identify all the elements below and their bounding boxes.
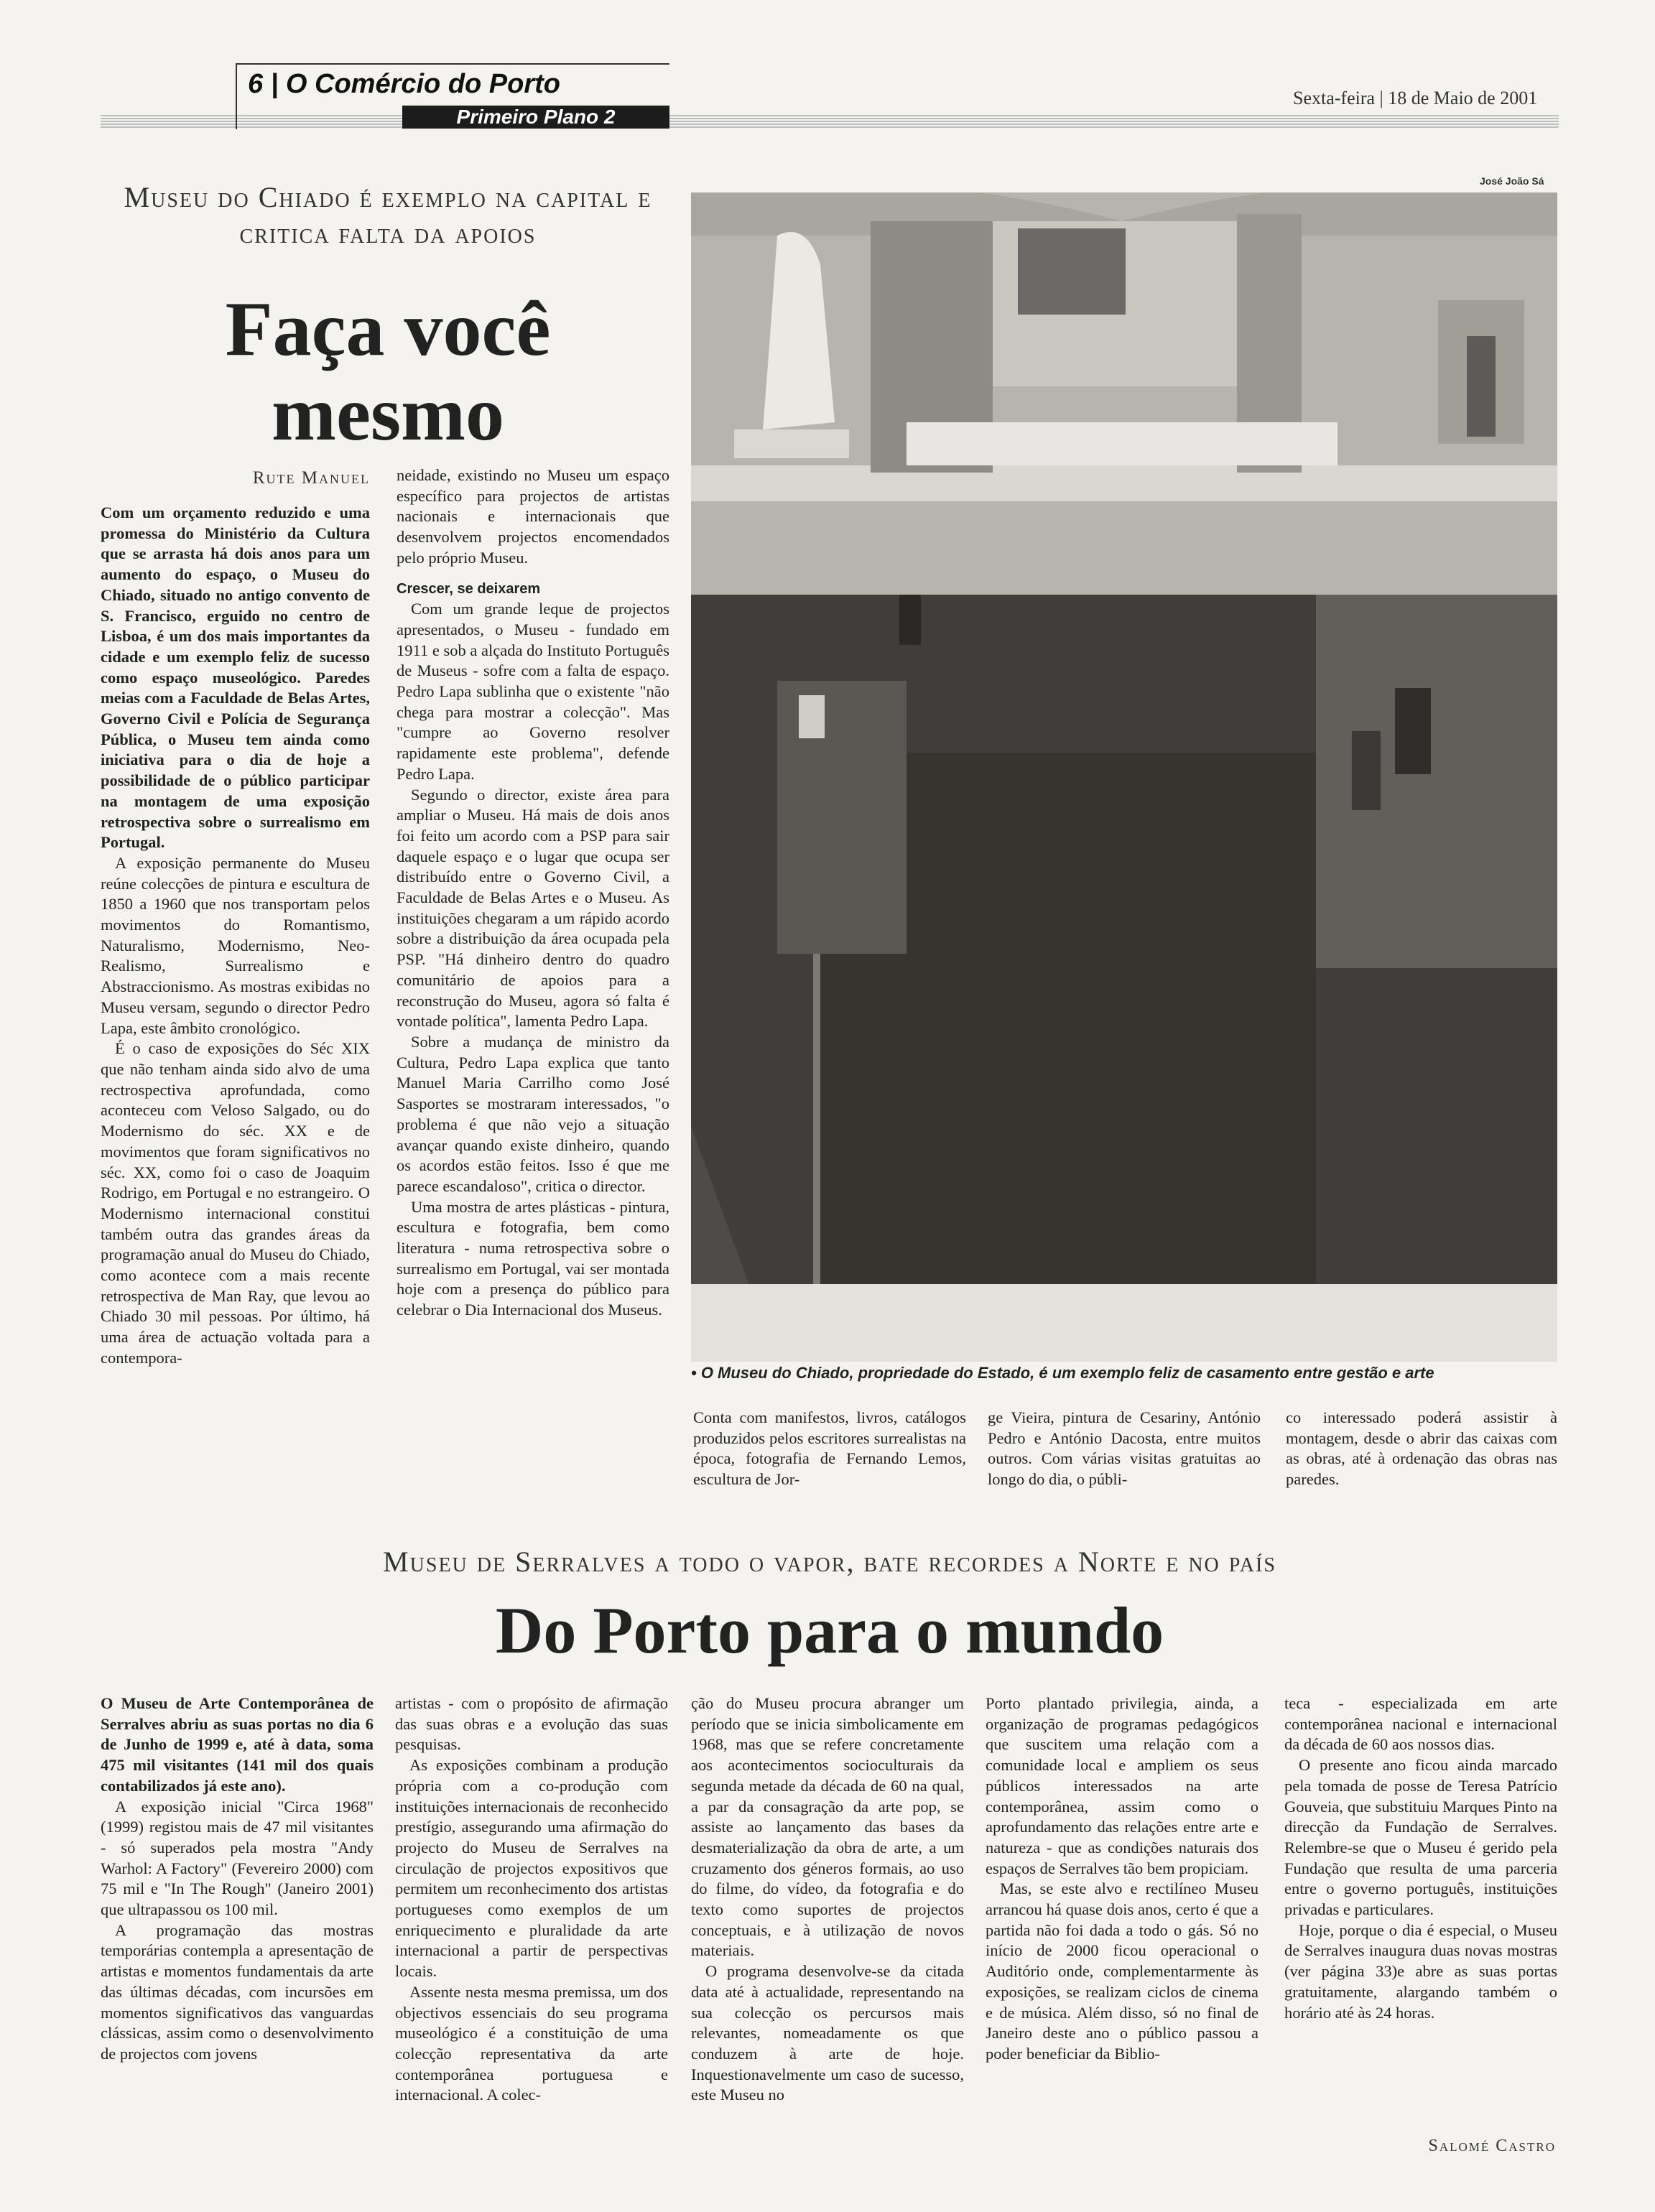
article1-headline: Faça você mesmo bbox=[225, 287, 551, 457]
article2-paragraph: O presente ano ficou ainda marcado pela tomada de posse de Teresa Patrício Gouveia, que substituiu Marques Pinto na direcção da Fundação de Serralves. Relembre-se que o Museu é gerido pela Fundação que resulta de uma parceria entre o governo português, instituições privadas e particulares. bbox=[1284, 1756, 1557, 1919]
article2-paragraph: Mas, se este alvo e rectilíneo Museu arrancou há quase dois anos, certo é que a partida não foi dada a todo o gás. Só no início de 2000 ficou operacional o Auditório onde, complementarmente às exposições, se realizam ciclos de cinema e de música. Além disso, só no final de Janeiro deste ano o público passou a poder beneficiar da Biblio- bbox=[986, 1879, 1258, 2063]
article1-column-1 bbox=[101, 503, 370, 1369]
article2-headline: Do Porto para o mundo bbox=[495, 1594, 1164, 1667]
article2-column-3 bbox=[691, 1693, 964, 2106]
article1-subhead: Crescer, se deixarem bbox=[397, 580, 541, 597]
issue-date: Sexta-feira | 18 de Maio de 2001 bbox=[1293, 88, 1538, 108]
article2-paragraph: ção do Museu procura abranger um período que se inicia simbolicamente em 1968, mas que se refere concretamente aos acontecimentos socioculturais da segunda metade da década de 60 na qual, a par da consagração da arte pop, se assiste ao lançamento das bases da desmaterialização da obra de arte, a um cruzamento dos géneros formais, ao uso do filme, do vídeo, da fotografia e do texto como suportes de projectos conceptuais, e à utilização de novos materiais. bbox=[691, 1694, 964, 1960]
museum-interior-illustration bbox=[691, 192, 1557, 1362]
article1-byline: Rute Manuel bbox=[252, 468, 370, 488]
article1-column-3 bbox=[693, 1408, 966, 1490]
article2-paragraph: Porto plantado privilegia, ainda, a organização de programas pedagógicos que suscitem uma relação com a comunidade local e ampliem os seus públicos interessados na arte contemporânea, assim como o aprofundamento das relações entre arte e natureza - que as condições naturais dos espaços de Serralves tão bem propiciam. bbox=[986, 1694, 1258, 1877]
page-title: 6 | O Comércio do Porto bbox=[248, 69, 561, 99]
article2-paragraph: artistas - com o propósito de afirmação das suas obras e a evolução das suas pesquisas. bbox=[395, 1694, 668, 1754]
article1-paragraph: Uma mostra de artes plásticas - pintura, escultura e fotografia, bem como literatura - numa retrospectiva sobre o surrealismo em Portugal, vai ser montada hoje com a presença do público para celebrar o Dia Internacional dos Museus. bbox=[397, 1197, 669, 1319]
article1-paragraph: É o caso de exposições do Séc XIX que não tenham ainda sido alvo de uma rectrospectiva aprofundada, como aconteceu com Veloso Salgado, ou do Modernismo do séc. XX e de movimentos que foram significativos no séc. XX, como foi o caso de Joaquim Rodrigo, em Portugal e no estrangeiro. O Modernismo internacional constitui também outra das grandes áreas da programação anual do Museu do Chiado, como acontece com a mais recente retrospectiva de Man Ray, que levou ao Chiado 30 mil pessoas. Por último, há uma área de actuação voltada para a contempora- bbox=[101, 1039, 370, 1367]
article2-column-5 bbox=[1284, 1693, 1557, 2023]
article2-lead: O Museu de Arte Contemporânea de Serralves abriu as suas portas no dia 6 de Junho de 1999 e, até à data, soma 475 mil visitantes (141 mil dos quais contabilizados já este ano). bbox=[101, 1694, 374, 1795]
article2-signature: Salomé Castro bbox=[1428, 2137, 1556, 2155]
article2-paragraph: A exposição inicial "Circa 1968" (1999) registou mais de 47 mil visitantes - só superados pela mostra "Andy Warhol: A Factory" (Fevereiro 2000) com 75 mil e "In The Rough" (Janeiro 2001) que ultrapassou os 100 mil. bbox=[101, 1797, 374, 1919]
article2-paragraph: O programa desenvolve-se da citada data até à actualidade, representando na sua colecção os percursos mais relevantes, nomeadamente os que conduzem à arte de hoje. Inquestionavelmente um caso de sucesso, este Museu no bbox=[691, 1962, 964, 2104]
article2-paragraph: As exposições combinam a produção própria com a co-produção com instituições internacionais de reconhecido prestígio, assegurando uma afirmação do projecto do Museu de Serralves na circulação de projectos expositivos que permitem um reconhecimento dos artistas portugueses como exemplos de um enriquecimento e pluralidade da arte internacional a partir de perspectivas locais. bbox=[395, 1756, 668, 1981]
article1-column-2 bbox=[397, 465, 669, 1321]
article1-paragraph: A exposição permanente do Museu reúne colecções de pintura e escultura de 1850 a 1960 que nos transportam pelos movimentos do Romantismo, Naturalismo, Modernismo, Neo-Realismo, Surrealismo e Abstraccionismo. As mostras exibidas no Museu versam, segundo o director Pedro Lapa, este âmbito cronológico. bbox=[101, 853, 370, 1037]
article1-paragraph: Segundo o director, existe área para ampliar o Museu. Há mais de dois anos foi feito um acordo com a PSP para sair daquele espaço e o lugar que ocupa ser distribuído entre o Governo Civil, a Faculdade de Belas Artes e o Museu. As instituições chegaram a um rápido acordo sobre a distribuição da área ocupada pela PSP. "Há dinheiro dentro do quadro comunitário de apoios para a reconstrução do Museu, agora só falta é vontade política", lamenta Pedro Lapa. bbox=[397, 785, 669, 1031]
article1-paragraph: Conta com manifestos, livros, catálogos produzidos pelos escritores surrealistas na época, fotografia de Fernando Lemos, escultura de Jor- bbox=[693, 1408, 966, 1489]
article2-column-4 bbox=[986, 1693, 1258, 2065]
photo-credit: José João Sá bbox=[1480, 175, 1544, 187]
museum-photo bbox=[691, 192, 1557, 1362]
article2-column-1 bbox=[101, 1693, 374, 2065]
article1-column-5 bbox=[1286, 1408, 1557, 1490]
article2-column-2 bbox=[395, 1693, 668, 2106]
article1-paragraph: Com um grande leque de projectos apresentados, o Museu - fundado em 1911 e sob a alçada do Instituto Português de Museus - sofre com a falta de espaço. Pedro Lapa sublinha que o existente "não chega para mostrar a colecção". Mas "cumpre ao Governo resolver rapidamente este problema", defende Pedro Lapa. bbox=[397, 600, 669, 783]
article1-paragraph: Sobre a mudança de ministro da Cultura, Pedro Lapa explica que tanto Manuel Maria Carrilho como José Sasportes se mostraram interessados, "o problema é que não vejo a situação avançar quando existe dinheiro, quando os acordos estão feitos. Isso é que me parece escandaloso", critica o director. bbox=[397, 1032, 669, 1195]
article1-paragraph: co interessado poderá assistir à montagem, desde o abrir das caixas com as obras, até à ordenação das obras nas paredes. bbox=[1286, 1408, 1557, 1489]
section-label: Primeiro Plano 2 bbox=[402, 106, 669, 129]
article2-paragraph: A programação das mostras temporárias contempla a apresentação de artistas e momentos fundamentais da arte das últimas décadas, com incursões em momentos significativos das vanguardas clássicas, assim como o desenvolvimento de projectos com jovens bbox=[101, 1920, 374, 2063]
article2-paragraph: Hoje, porque o dia é especial, o Museu de Serralves inaugura duas novas mostras (ver página 33)e abre as suas portas gratuitamente, alargando também o horário até às 24 horas. bbox=[1284, 1920, 1557, 2022]
article1-column-4 bbox=[988, 1408, 1261, 1490]
article1-paragraph: ge Vieira, pintura de Cesariny, António Pedro e António Dacosta, entre muitos outros. Com várias visitas gratuitas ao longo do dia, o públi- bbox=[988, 1408, 1261, 1489]
article2-paragraph: teca - especializada em arte contemporânea nacional e internacional da década de 60 aos nossos dias. bbox=[1284, 1694, 1557, 1754]
photo-caption: • O Museu do Chiado, propriedade do Estado, é um exemplo feliz de casamento entre gestão e arte bbox=[691, 1364, 1434, 1382]
article1-kicker: Museu do Chiado é exemplo na capital e critica falta da apoios bbox=[124, 181, 652, 249]
article1-lead: Com um orçamento reduzido e uma promessa do Ministério da Cultura que se arrasta há dois anos para um aumento do espaço, o Museu do Chiado, situado no antigo convento de S. Francisco, erguido no centro de Lisboa, é um dos mais importantes da cidade e um exemplo feliz de sucesso como espaço museológico. Paredes meias com a Faculdade de Belas Artes, Governo Civil e Polícia de Segurança Pública, o Museu tem ainda como iniciativa para o dia de hoje a possibilidade de o público participar na montagem de uma exposição retrospectiva sobre o surrealismo em Portugal. bbox=[101, 503, 370, 852]
article2-kicker: Museu de Serralves a todo o vapor, bate recordes a Norte e no país bbox=[383, 1546, 1276, 1578]
article1-paragraph: neidade, existindo no Museu um espaço específico para projectos de artistas nacionais e internacionais que desenvolvem projectos encomendados pelo próprio Museu. bbox=[397, 466, 669, 567]
article2-paragraph: Assente nesta mesma premissa, um dos objectivos essenciais do seu programa museológico é a constituição de uma colecção representativa da arte contemporânea portuguesa e internacional. A colec- bbox=[395, 1982, 668, 2104]
